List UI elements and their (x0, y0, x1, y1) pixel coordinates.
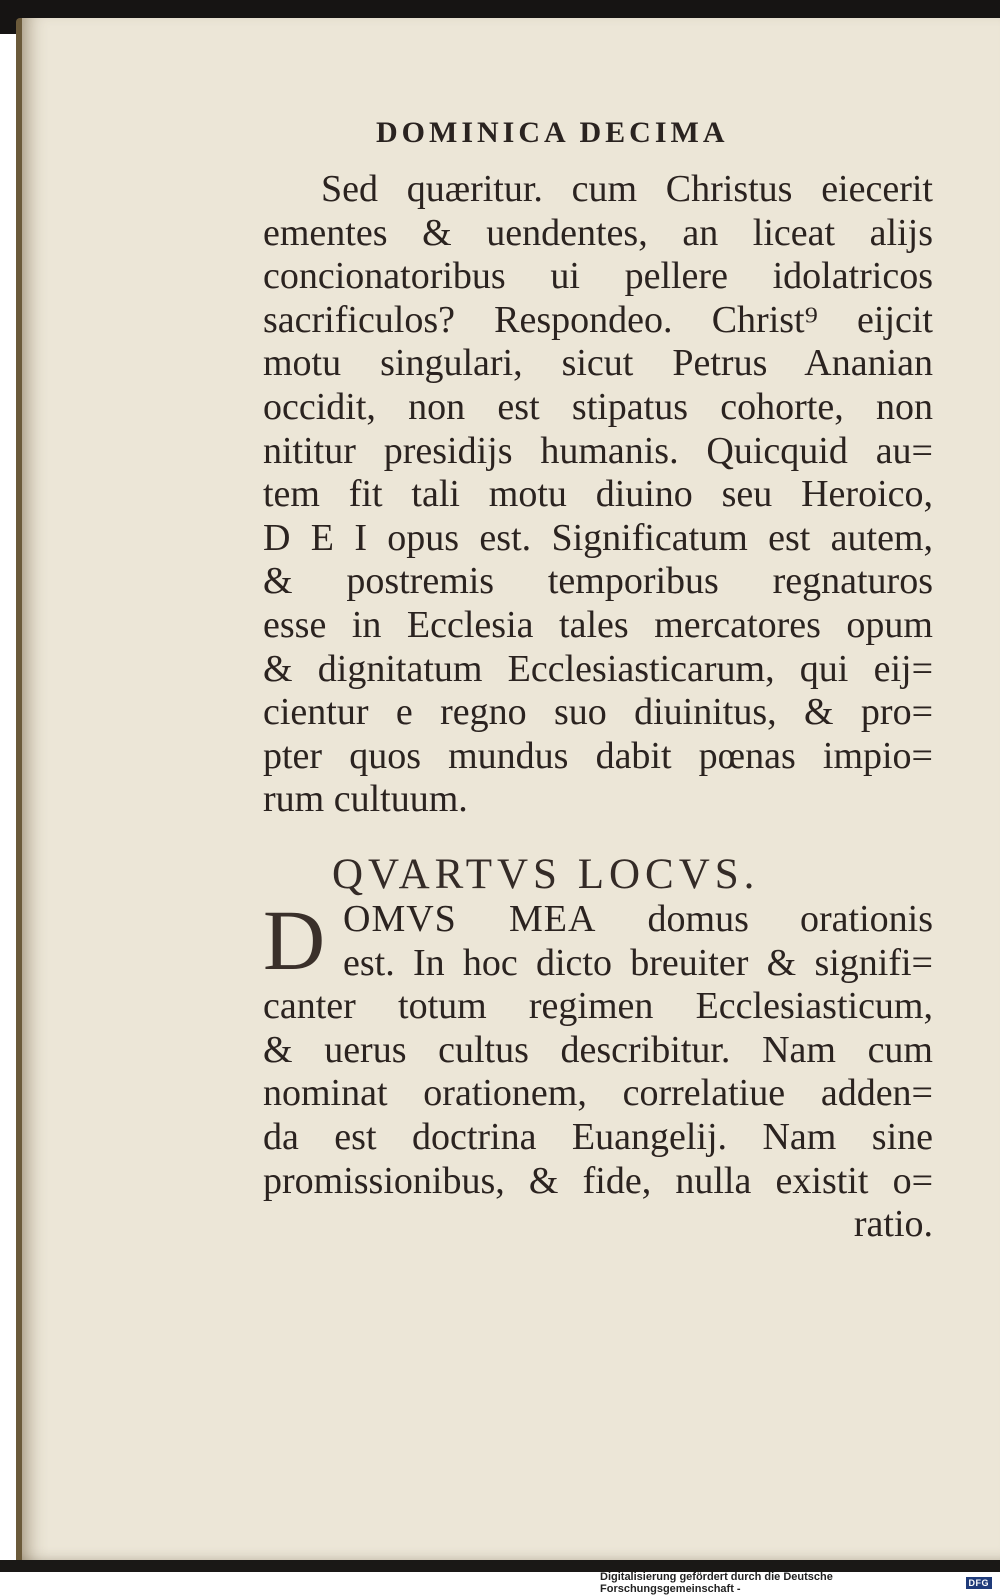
text-line: est. In hoc dicto breuiter & signifi= (343, 941, 933, 984)
text-line: promissionibus, & fide, nulla existit o= (263, 1159, 933, 1202)
text-line: nominat orationem, correlatiue adden= (263, 1072, 933, 1115)
text-line: & dignitatum Ecclesiasticarum, qui eij= (263, 647, 933, 690)
text-line: sacrificulos? Respondeo. Christ⁹ eijcit (263, 298, 933, 341)
text-line: ratio. (853, 1203, 933, 1246)
paragraph-2 (263, 892, 933, 1247)
text-line: cientur e regno suo diuinitus, & pro= (263, 691, 933, 734)
digitization-credit (600, 1571, 992, 1595)
text-line: Sed quæritur. cum Christus eiecerit (321, 168, 933, 210)
text-line: D E I opus est. Significatum est autem, (263, 516, 933, 559)
text-line: & postremis temporibus regnaturos (263, 560, 933, 603)
text-line: da est doctrina Euangelij. Nam sine (263, 1115, 933, 1158)
opening-rest: domus orationis (647, 898, 933, 940)
dfg-logo: DFG (966, 1577, 993, 1589)
text-line: occidit, non est stipatus cohorte, non (263, 385, 933, 428)
text-line: pter quos mundus dabit pœnas impio= (263, 734, 933, 777)
drop-cap: D (263, 892, 326, 988)
text-line: rum cultuum. (263, 778, 468, 821)
paragraph-1 (263, 168, 933, 822)
running-head: DOMINICA DECIMA (376, 116, 729, 149)
text-line: nititur presidijs humanis. Quicquid au= (263, 429, 933, 472)
text-line: tem fit tali motu diuino seu Heroico, (263, 473, 933, 516)
text-line: & uerus cultus describitur. Nam cum (263, 1028, 933, 1071)
text-line: canter totum regimen Ecclesiasticum, (263, 985, 933, 1028)
section-heading: QVARTVS LOCVS. (332, 851, 760, 898)
text-line: motu singulari, sicut Petrus Ananian (263, 342, 933, 385)
credit-text: Digitalisierung gefördert durch die Deutsche Forschungsgemeinschaft - (600, 1571, 833, 1595)
text-line: ementes & uendentes, an liceat alijs (263, 211, 933, 254)
text-line: concionatoribus ui pellere idolatricos (263, 255, 933, 298)
text-line (263, 898, 933, 942)
text-line: esse in Ecclesia tales mercatores opum (263, 603, 933, 646)
small-caps-opening: OMVS MEA (343, 898, 597, 940)
